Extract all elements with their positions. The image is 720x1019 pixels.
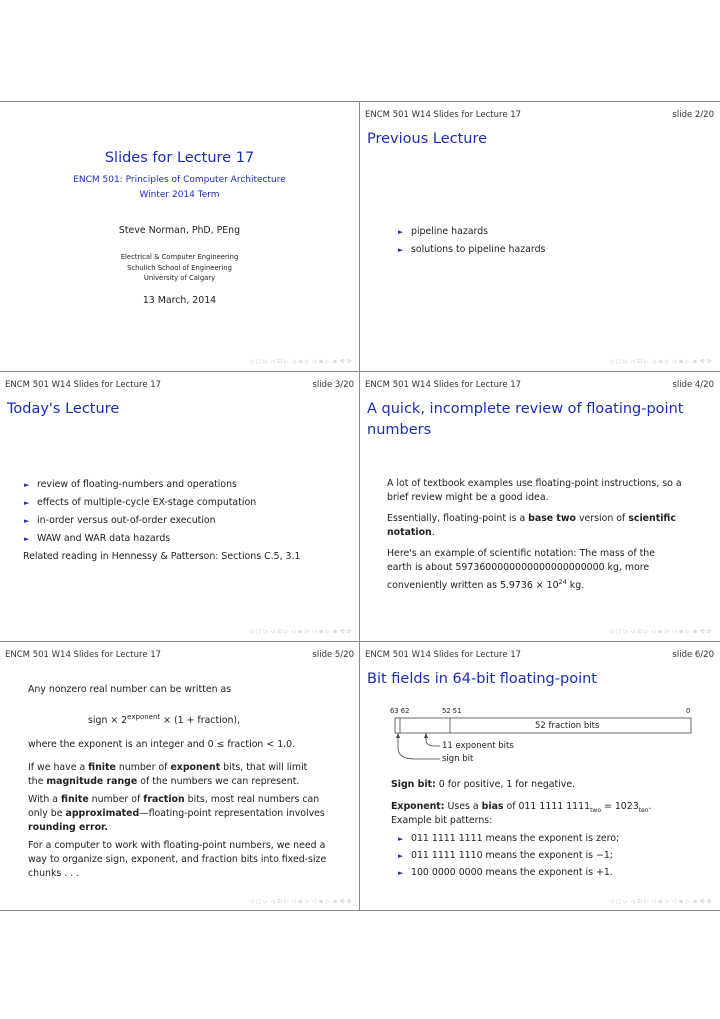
slide-header: ENCM 501 W14 Slides for Lecture 17 [365,110,522,120]
exponent-label: 11 exponent bits [442,741,514,751]
reading-note: Related reading in Hennessy & Patterson: Sections C.5, 3.1 [23,551,301,562]
slide-number: slide 3/20 [312,380,354,390]
list-item: ► 011 1111 1110 means the exponent is −1; [398,850,613,861]
list-item: ► review of floating-numbers and operations [24,479,237,490]
paragraph-3: Here's an example of scientific notation: The mass of the earth is about 5973600000000000000000000 kg, more conveniently written as $5.9736 \times 10^{24}$ kg. [387,548,656,592]
dept-line-3: University of Calgary [143,274,216,282]
beamer-nav[interactable]: ◁ ▢ ▷ ◁ ⊡ ▷ ◁ ≡ ▷ ◁ ≡ ▷ ≡ ⟲ ⟳ [609,359,712,365]
paragraph-4: For a computer to work with floating-point numbers, we need a way to organize sign, exponent, and fraction bits into fixed-size chunks . . . [28,840,327,879]
slide-number: slide 5/20 [312,650,354,660]
paragraph-2: If we have a finite number of exponent bits, that will limit the magnitude range of the numbers we can represent. [28,762,308,787]
slide-title: A quick, incomplete review of floating-point numbers [367,401,684,438]
beamer-nav[interactable]: ◁ ▢ ▷ ◁ ⊡ ▷ ◁ ≡ ▷ ◁ ≡ ▷ ≡ ⟲ ⟳ [249,359,352,365]
bullet-icon: ► [398,835,404,843]
arrow-head-icon [424,733,428,738]
list-item: ► WAW and WAR data hazards [24,533,171,544]
intro: Any nonzero real number can be written as [28,684,232,695]
formula: sign × $2^{exponent} \times (1$ + fraction), [88,713,241,727]
slide-4 [360,372,719,640]
bullet-icon: ► [24,517,30,525]
list-item: ► pipeline hazards [398,226,489,237]
slide-number: slide 2/20 [672,110,714,120]
term: Winter 2014 Term [139,190,220,200]
bullet-icon: ► [398,869,404,877]
arrow-head-icon [396,733,400,738]
author: Steve Norman, PhD, PEng [118,225,241,236]
bullet-icon: ► [398,228,404,236]
sign-description: Sign bit: 0 for positive, 1 for negative. [391,779,576,790]
beamer-nav[interactable]: ◁ ▢ ▷ ◁ ⊡ ▷ ◁ ≡ ▷ ◁ ≡ ▷ ≡ ⟲ ⟳ [609,899,712,905]
divider-h4 [0,910,720,911]
bullet-list [397,832,619,883]
slide-header: ENCM 501 W14 Slides for Lecture 17 [5,650,162,660]
paragraph-3: With a finite number of fraction bits, most real numbers can only be approximated—floating-point representation involves rounding error. [28,794,325,833]
list-item: ► effects of multiple-cycle EX-stage computation [24,497,257,508]
slide-header: ENCM 501 W14 Slides for Lecture 17 [365,650,522,660]
bullet-list [23,478,256,550]
fraction-label: 52 fraction bits [535,721,600,731]
bullet-icon: ► [24,499,30,507]
bullet-icon: ► [24,481,30,489]
bit-index-63-62: 63 62 [390,707,410,715]
example-label: Example bit patterns: [391,815,493,826]
paragraph-1: where the exponent is an integer and 0 ≤ fraction < 1.0. [28,739,296,750]
paragraph-1: A lot of textbook examples use floating-point instructions, so a brief review might be a good idea. [387,478,682,503]
list-item: ► 011 1111 1111 means the exponent is zero; [398,833,620,844]
course-name: ENCM 501: Principles of Computer Architecture [73,175,286,185]
slide-5 [0,642,359,910]
slide-1 [0,102,359,370]
slide-number: slide 6/20 [672,650,714,660]
bullet-icon: ► [398,852,404,860]
slide-header: ENCM 501 W14 Slides for Lecture 17 [5,380,162,390]
date: 13 March, 2014 [142,295,217,306]
list-item: ► 100 0000 0000 means the exponent is +1. [398,867,613,878]
slide-6 [360,642,719,910]
sign-label: sign bit [442,754,474,764]
slide-title: Slides for Lecture 17 [104,150,255,166]
bullet-icon: ► [24,535,30,543]
bit-index-0: 0 [686,707,691,715]
bit-index-52-51: 52 51 [442,707,462,715]
beamer-nav[interactable]: ◁ ▢ ▷ ◁ ⊡ ▷ ◁ ≡ ▷ ◁ ≡ ▷ ≡ ⟲ ⟳ [249,899,352,905]
list-item: ► in-order versus out-of-order execution [24,515,216,526]
paragraph-2: Essentially, floating-point is a base two version of scientific notation. [387,513,676,538]
beamer-nav[interactable]: ◁ ▢ ▷ ◁ ⊡ ▷ ◁ ≡ ▷ ◁ ≡ ▷ ≡ ⟲ ⟳ [249,629,352,635]
slide-2 [360,102,719,370]
slide-title: Previous Lecture [367,131,488,147]
dept-line-1: Electrical & Computer Engineering [120,253,239,261]
slide-header: ENCM 501 W14 Slides for Lecture 17 [365,380,522,390]
slide-3 [0,372,359,640]
list-item: ► solutions to pipeline hazards [398,244,546,255]
dept-line-2: Schulich School of Engineering [127,264,232,272]
beamer-nav[interactable]: ◁ ▢ ▷ ◁ ⊡ ▷ ◁ ≡ ▷ ◁ ≡ ▷ ≡ ⟲ ⟳ [609,629,712,635]
exponent-description: Exponent: Uses a bias of 011 1111 $1111_{two} = 1023_{ten}$. [391,801,652,814]
bullet-icon: ► [398,246,404,254]
slide-title: Bit fields in 64-bit floating-point [367,671,597,687]
exponent-pointer [426,733,440,746]
slide-title: Today's Lecture [7,401,120,417]
bullet-list [397,225,545,261]
slide-number: slide 4/20 [672,380,714,390]
